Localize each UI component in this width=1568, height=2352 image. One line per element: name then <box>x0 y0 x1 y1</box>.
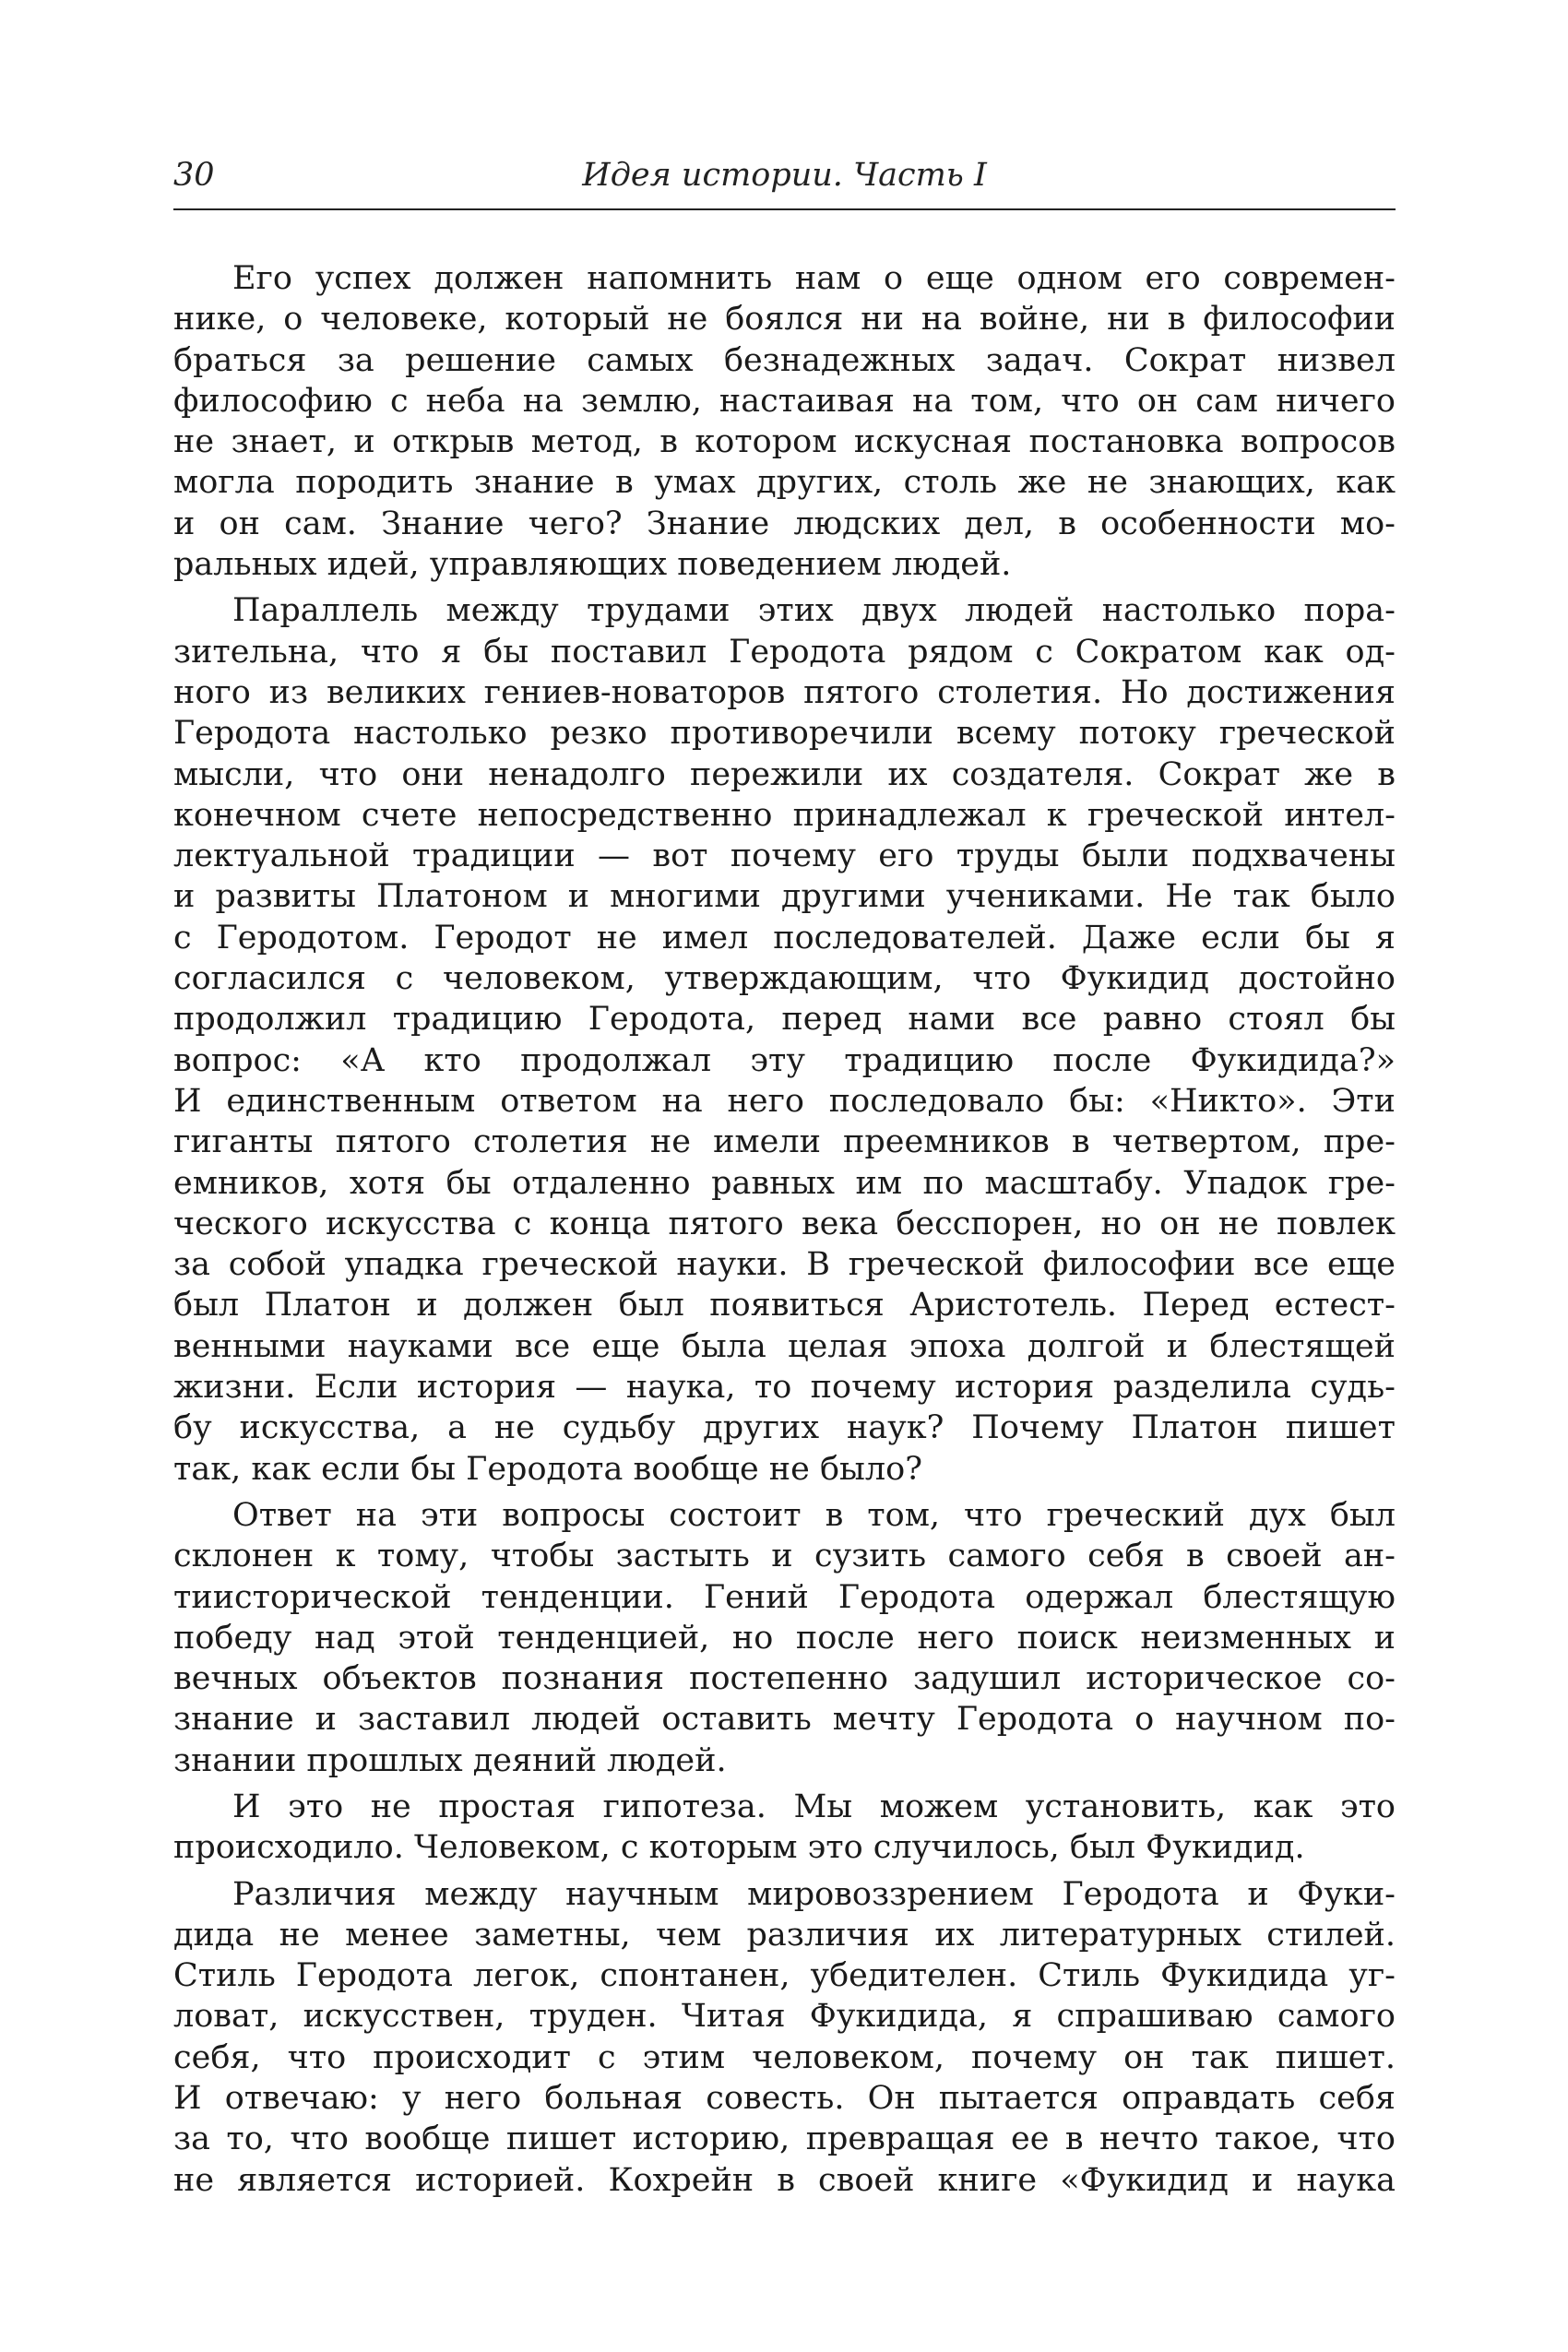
text-line: жизни. Если история — наука, то почему история разделила судь- <box>173 1369 1396 1407</box>
text-line: емников, хотя бы отдаленно равных им по масштабу. Упадок гре- <box>173 1164 1396 1202</box>
text-line: Геродота настолько резко противоречили всему потоку греческой <box>173 715 1396 753</box>
text-line: ральных идей, управляющих поведением людей. <box>173 546 1012 584</box>
text-line: бу искусства, а не судьбу других наук? Почему Платон пишет <box>173 1409 1396 1447</box>
running-head <box>173 157 1396 203</box>
text-line: могла породить знание в умах других, столь же не знающих, как <box>173 464 1396 502</box>
text-line: так, как если бы Геродота вообще не было? <box>173 1450 922 1488</box>
text-line: знании прошлых деяний людей. <box>173 1741 727 1779</box>
text-line: И отвечаю: у него больная совесть. Он пытается оправдать себя <box>173 2080 1396 2118</box>
text-line: и развиты Платоном и многими другими учениками. Не так было <box>173 878 1396 916</box>
header-rule <box>173 208 1396 210</box>
text-line: победу над этой тенденцией, но после него поиск неизменных и <box>173 1619 1396 1657</box>
text-line: зительна, что я бы поставил Геродота рядом с Сократом как од- <box>173 633 1396 671</box>
text-line: за собой упадка греческой науки. В греческой философии все еще <box>173 1246 1396 1284</box>
text-line: себя, что происходит с этим человеком, почему он так пишет. <box>173 2038 1396 2076</box>
text-line: И это не простая гипотеза. Мы можем установить, как это <box>232 1788 1396 1825</box>
text-line: конечном счете непосредственно принадлежал к греческой интел- <box>173 796 1396 834</box>
running-title: Идея истории. Часть I <box>582 157 987 194</box>
paragraph <box>173 258 1396 585</box>
text-line: Его успех должен напомнить нам о еще одном его современ- <box>232 260 1396 297</box>
text-line: лектуальной традиции — вот почему его труды были подхвачены <box>173 837 1396 875</box>
body-text <box>173 258 1396 2201</box>
text-line: продолжил традицию Геродота, перед нами все равно стоял бы <box>173 1001 1396 1039</box>
text-line: за то, что вообще пишет историю, превращая ее в нечто такое, что <box>173 2120 1396 2158</box>
text-line: ческого искусства с конца пятого века бесспорен, но он не повлек <box>173 1205 1396 1242</box>
text-line: Стиль Геродота легок, спонтанен, убедителен. Стиль Фукидида уг- <box>173 1957 1396 1995</box>
paragraph <box>173 590 1396 1490</box>
page-number: 30 <box>173 157 215 194</box>
text-line: нике, о человеке, который не боялся ни на войне, ни в философии <box>173 301 1396 339</box>
paragraph <box>173 1874 1396 2201</box>
text-line: не является историей. Кохрейн в своей книге «Фукидид и наука <box>173 2161 1396 2199</box>
text-line: дида не менее заметны, чем различия их литературных стилей. <box>173 1916 1396 1954</box>
text-line: согласился с человеком, утверждающим, что Фукидид достойно <box>173 960 1396 998</box>
text-line: тиисторической тенденции. Гений Геродота одержал блестящую <box>173 1578 1396 1616</box>
paragraph <box>173 1787 1396 1869</box>
text-line: вопрос: «А кто продолжал эту традицию после Фукидида?» <box>173 1041 1396 1079</box>
text-line: с Геродотом. Геродот не имел последователей. Даже если бы я <box>173 919 1396 956</box>
text-line: вечных объектов познания постепенно задушил историческое со- <box>173 1660 1396 1698</box>
text-line: Различия между научным мировоззрением Геродота и Фуки- <box>232 1875 1396 1913</box>
text-line: и он сам. Знание чего? Знание людских дел, в особенности мо- <box>173 505 1396 542</box>
text-line: венными науками все еще была целая эпоха долгой и блестящей <box>173 1327 1396 1365</box>
text-line: браться за решение самых безнадежных задач. Сократ низвел <box>173 341 1396 379</box>
text-line: мысли, что они ненадолго пережили их создателя. Сократ же в <box>173 755 1396 793</box>
text-line: философию с неба на землю, настаивая на том, что он сам ничего <box>173 382 1396 420</box>
text-line: ловат, искусствен, труден. Читая Фукидида, я спрашиваю самого <box>173 1998 1396 2036</box>
text-line: происходило. Человеком, с которым это случилось, был Фукидид. <box>173 1829 1305 1867</box>
text-line: гиганты пятого столетия не имели преемников в четвертом, пре- <box>173 1123 1396 1161</box>
text-line: Ответ на эти вопросы состоит в том, что греческий дух был <box>232 1496 1396 1534</box>
text-line: ного из великих гениев-новаторов пятого столетия. Но достижения <box>173 673 1396 711</box>
text-line: Параллель между трудами этих двух людей настолько пора- <box>232 592 1396 630</box>
text-line: склонен к тому, чтобы застыть и сузить самого себя в своей ан- <box>173 1538 1396 1575</box>
text-line: не знает, и открыв метод, в котором искусная постановка вопросов <box>173 423 1396 461</box>
text-line: был Платон и должен был появиться Аристотель. Перед естест- <box>173 1287 1396 1324</box>
text-line: знание и заставил людей оставить мечту Геродота о научном по- <box>173 1701 1396 1739</box>
text-line: И единственным ответом на него последовало бы: «Никто». Эти <box>173 1082 1396 1120</box>
paragraph <box>173 1495 1396 1781</box>
